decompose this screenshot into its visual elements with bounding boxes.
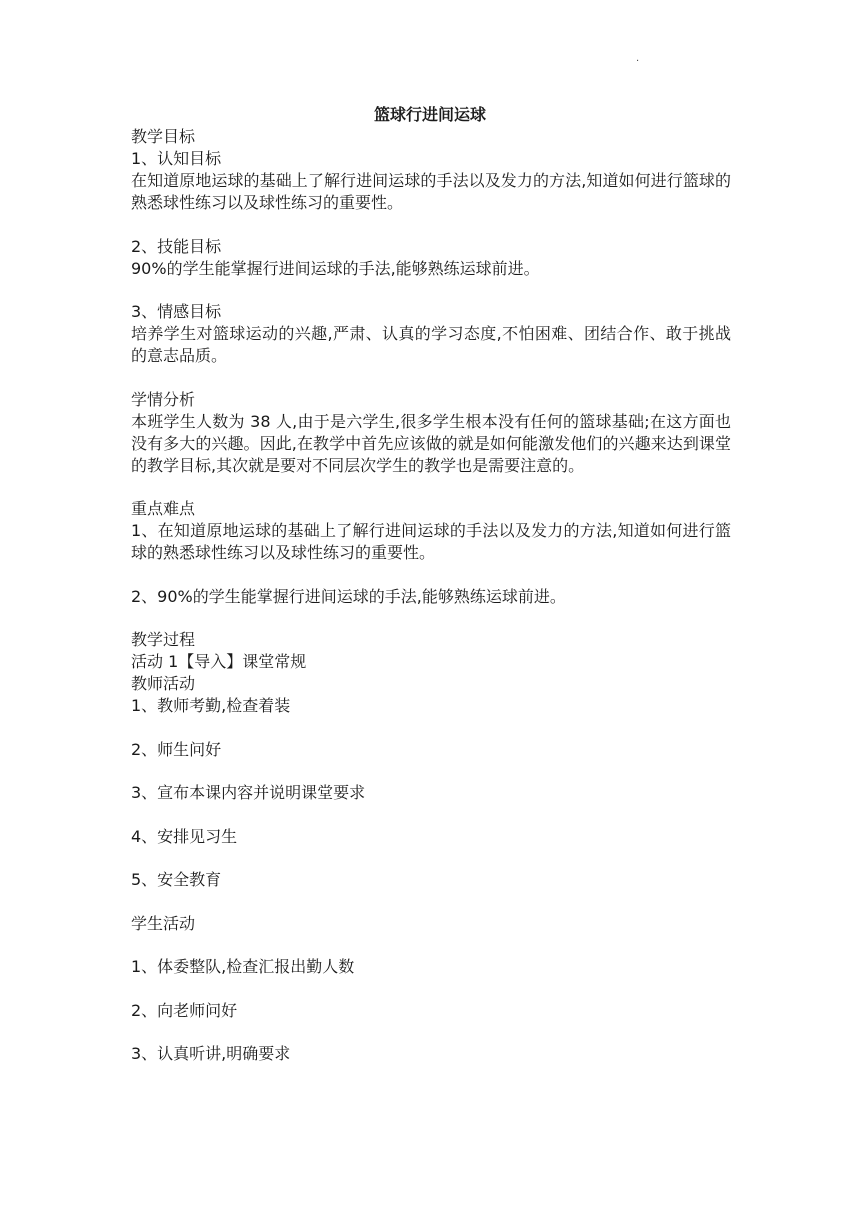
- skill-goal-heading: 2、技能目标: [131, 236, 222, 256]
- document-body: [131, 126, 731, 1065]
- teacher-activity-heading: 教师活动: [131, 674, 196, 693]
- key-points-heading: 重点难点: [131, 499, 196, 518]
- emotion-goal-heading: 3、情感目标: [131, 302, 222, 321]
- teacher-activity-item: 1、教师考勤,检查着装: [131, 696, 291, 715]
- emotion-goal-text: 培养学生对篮球运动的兴趣,严肃、认真的学习态度,不怕困难、团结合作、敢于挑战的意志品质。: [131, 324, 731, 365]
- teacher-activity-item: 5、安全教育: [131, 870, 222, 889]
- teacher-activity-item: 2、师生问好: [131, 739, 222, 759]
- student-activity-item: 1、体委整队,检查汇报出勤人数: [131, 957, 355, 976]
- student-activity-item: 3、认真听讲,明确要求: [131, 1044, 291, 1063]
- goals-heading: 教学目标: [131, 127, 196, 146]
- cognitive-goal-heading: 1、认知目标: [131, 149, 222, 168]
- activity-title: 活动 1【导入】课堂常规: [131, 652, 307, 671]
- key-point-item: 2、90%的学生能掌握行进间运球的手法,能够熟练运球前进。: [131, 586, 566, 606]
- student-activity-heading: 学生活动: [131, 913, 196, 933]
- teacher-activity-item: 4、安排见习生: [131, 826, 238, 846]
- document-title: 篮球行进间运球: [373, 105, 486, 124]
- header-mark: .: [636, 53, 640, 64]
- skill-goal-text: 90%的学生能掌握行进间运球的手法,能够熟练运球前进。: [131, 258, 540, 278]
- key-point-item: 1、在知道原地运球的基础上了解行进间运球的手法以及发力的方法,知道如何进行篮球的熟悉球性练习以及球性练习的重要性。: [131, 521, 731, 562]
- process-heading: 教学过程: [131, 630, 196, 649]
- analysis-heading: 学情分析: [131, 389, 196, 409]
- student-activity-item: 2、向老师问好: [131, 1000, 238, 1020]
- teacher-activity-item: 3、宣布本课内容并说明课堂要求: [131, 783, 366, 802]
- cognitive-goal-text: 在知道原地运球的基础上了解行进间运球的手法以及发力的方法,知道如何进行篮球的熟悉球性练习以及球性练习的重要性。: [131, 171, 731, 212]
- analysis-text: 本班学生人数为 38 人,由于是六学生,很多学生根本没有任何的篮球基础;在这方面也没有多大的兴趣。因此,在教学中首先应该做的就是如何能激发他们的兴趣来达到课堂的教学目标,其次就是要对不同层次学生的教学也是需要注意的。: [131, 411, 731, 475]
